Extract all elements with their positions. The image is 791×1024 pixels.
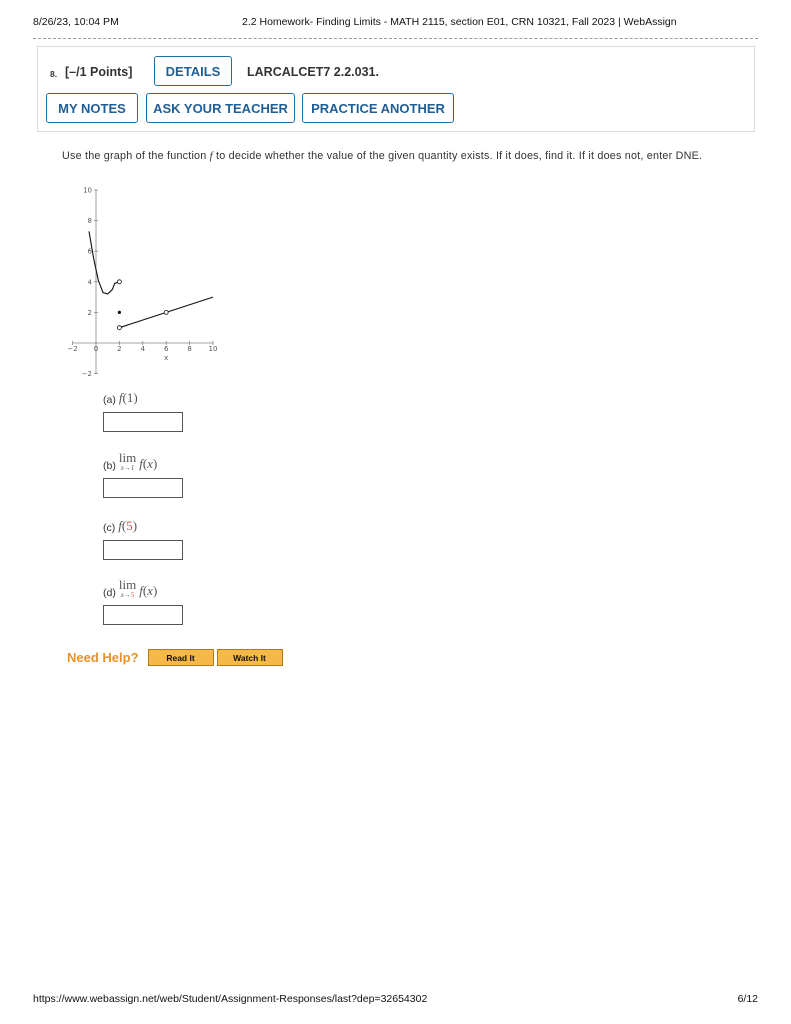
y-tick-label: −2	[81, 370, 92, 379]
header-divider	[33, 38, 758, 39]
print-header	[33, 16, 758, 32]
read-it-button[interactable]: Read It	[148, 649, 214, 666]
part-b	[103, 451, 183, 498]
y-tick-label: 2	[87, 308, 92, 317]
closed-point	[118, 311, 121, 314]
part-a-expression: f(1)	[118, 390, 138, 405]
part-a	[103, 390, 183, 432]
function-graph	[58, 182, 278, 382]
x-tick-label: 4	[140, 345, 146, 353]
question-prompt: Use the graph of the function f to decide whether the value of the given quantity exists. If it does, find it. If it does not, enter DNE.	[62, 150, 703, 162]
footer-page-number: 6/12	[737, 993, 758, 1005]
prompt-function-name: f	[209, 150, 213, 162]
y-tick-label: 6	[87, 247, 92, 256]
question-header-box	[37, 46, 755, 132]
open-point	[117, 280, 121, 284]
details-button[interactable]: DETAILS	[154, 56, 232, 86]
print-datetime: 8/26/23, 10:04 PM	[33, 16, 119, 28]
x-tick-label: −2	[67, 345, 78, 353]
y-tick-label: 10	[83, 186, 92, 195]
question-points: [–/1 Points]	[65, 65, 133, 79]
x-tick-label: 6	[163, 345, 169, 353]
footer-url: https://www.webassign.net/web/Student/Assignment-Responses/last?dep=32654302	[33, 993, 428, 1005]
part-a-answer-input[interactable]	[103, 412, 183, 432]
parabola-curve	[89, 231, 119, 294]
part-b-limit: lim x→1	[118, 450, 137, 472]
open-point	[164, 310, 168, 314]
part-c-expression: f(5)	[118, 518, 138, 533]
part-c-label: (c)	[103, 522, 116, 534]
my-notes-button[interactable]: MY NOTES	[46, 93, 138, 123]
x-tick-label: 8	[187, 345, 192, 353]
part-d-answer-input[interactable]	[103, 605, 183, 625]
print-page-title: 2.2 Homework- Finding Limits - MATH 2115, section E01, CRN 10321, Fall 2023 | WebAssign	[242, 16, 677, 28]
ask-teacher-button[interactable]: ASK YOUR TEACHER	[146, 93, 295, 123]
part-b-label: (b)	[103, 460, 116, 472]
question-number: 8.	[50, 69, 58, 79]
question-reference: LARCALCET7 2.2.031.	[247, 65, 379, 79]
y-tick-label: 4	[87, 278, 92, 287]
part-d	[103, 578, 183, 625]
part-d-limit: lim x→5	[118, 577, 137, 599]
part-d-label: (d)	[103, 587, 116, 599]
x-tick-label: 10	[208, 345, 218, 353]
x-axis-label: x	[164, 354, 169, 362]
practice-another-button[interactable]: PRACTICE ANOTHER	[302, 93, 454, 123]
part-b-expression: f(x)	[139, 456, 158, 471]
x-tick-label: 0	[93, 345, 99, 353]
part-c-answer-input[interactable]	[103, 540, 183, 560]
part-b-answer-input[interactable]	[103, 478, 183, 498]
part-d-expression: f(x)	[139, 583, 158, 598]
part-c	[103, 518, 183, 560]
watch-it-button[interactable]: Watch It	[217, 649, 283, 666]
x-tick-label: 2	[117, 345, 122, 353]
y-tick-label: 8	[87, 217, 92, 226]
part-a-label: (a)	[103, 394, 116, 406]
open-point	[117, 326, 121, 330]
need-help-bar	[67, 649, 286, 666]
need-help-label: Need Help?	[67, 650, 139, 665]
